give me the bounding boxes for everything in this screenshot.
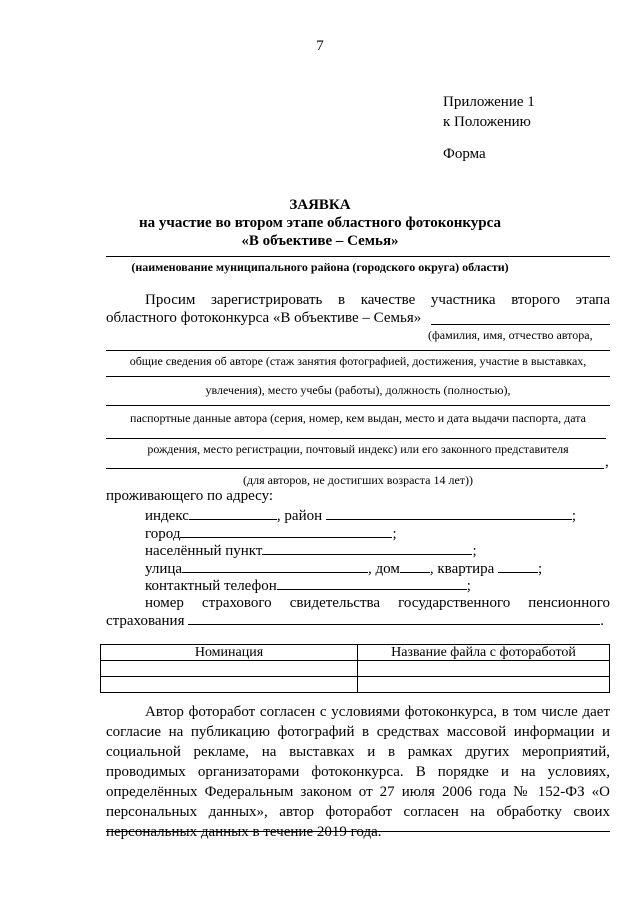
nomination-cell[interactable]	[101, 661, 358, 677]
index-label: индекс	[145, 508, 189, 524]
city-label: город	[145, 526, 181, 542]
consent-paragraph: Автор фоторабот согласен с условиями фотоконкурса, в том числе дает согласие на публикацию фотографий в средствах массовой информации и социальной рекламе, на выставках и в рамках других мероприятий, проводимых организаторами фотоконкурса. В порядке и на условиях, определённых Федеральным законом от 27 июля 2006 года № 152-ФЗ «О персональных данных», автор фоторабот согласен на обработку своих персональных данных в течение 2019 года.	[106, 704, 610, 840]
title-subtitle: на участие во втором этапе областного фотоконкурса	[139, 215, 501, 231]
file-name-cell[interactable]	[358, 677, 610, 693]
semicolon: ;	[466, 578, 471, 594]
author-info-line-1[interactable]	[106, 350, 610, 351]
appendix-reference: к Положению	[443, 114, 531, 130]
semicolon: ;	[392, 526, 397, 542]
apartment-field[interactable]	[498, 560, 538, 573]
semicolon: ;	[571, 508, 577, 524]
request-line-2: областного фотоконкурса «В объективе – Семья»	[106, 310, 422, 326]
hint-fio: (фамилия, имя, отчество автора,	[428, 328, 593, 342]
period: .	[600, 613, 604, 629]
hint-hobbies: увлечения), место учебы (работы), должность (полностью),	[205, 383, 511, 397]
semicolon: ;	[472, 543, 477, 559]
insurance-row	[106, 612, 604, 630]
appendix-label: Приложение 1	[443, 94, 535, 110]
nomination-cell[interactable]	[101, 677, 358, 693]
insurance-label: страхования	[106, 613, 185, 629]
title-contest-name: «В объективе – Семья»	[241, 233, 399, 249]
header-nomination: Номинация	[101, 645, 358, 661]
phone-label: контактный телефон	[145, 578, 277, 594]
file-name-cell[interactable]	[358, 661, 610, 677]
table-header-row	[101, 645, 610, 661]
street-field[interactable]	[182, 560, 368, 573]
district-label: , район	[276, 508, 323, 524]
index-field[interactable]	[189, 507, 277, 520]
living-address-label: проживающего по адресу:	[106, 488, 274, 504]
hint-minor: (для авторов, не достигших возраста 14 лет))	[242, 473, 474, 487]
address-row-index	[145, 507, 576, 525]
hint-passport: паспортные данные автора (серия, номер, кем выдан, место и дата выдачи паспорта, дата	[130, 411, 586, 425]
municipality-line[interactable]	[106, 256, 610, 257]
hint-general: общие сведения об авторе (стаж занятия фотографией, достижения, участие в выставках,	[129, 354, 587, 368]
table-row	[101, 661, 610, 677]
header-file-name: Название файла с фотоработой	[358, 645, 610, 661]
passport-line[interactable]	[106, 405, 610, 406]
insurance-line-1: номер страхового свидетельства государственного пенсионного	[145, 595, 610, 611]
settlement-field[interactable]	[262, 542, 472, 555]
fio-line[interactable]	[431, 324, 610, 325]
author-info-line-2[interactable]	[106, 376, 610, 377]
street-label: улица	[145, 561, 183, 577]
representative-line[interactable]	[106, 468, 604, 469]
page-number: 7	[316, 38, 324, 54]
signature-line[interactable]	[106, 831, 610, 832]
title-main: ЗАЯВКА	[289, 197, 351, 213]
nominations-table	[100, 644, 610, 693]
insurance-field[interactable]	[188, 612, 600, 625]
request-line-1: Просим зарегистрировать в качестве участника второго этапа	[145, 292, 610, 308]
address-row-settlement	[145, 542, 477, 560]
birth-line[interactable]	[106, 438, 606, 439]
representative-comma: ,	[605, 454, 609, 470]
district-field[interactable]	[326, 507, 572, 520]
house-field[interactable]	[400, 560, 430, 573]
phone-field[interactable]	[277, 577, 467, 590]
municipality-caption: (наименование муниципального района (городского округа) области)	[131, 260, 509, 274]
hint-birth: рождения, место регистрации, почтовый индекс) или его законного представителя	[147, 442, 569, 456]
form-label: Форма	[443, 146, 486, 162]
address-row-phone	[145, 577, 471, 595]
address-row-street	[145, 560, 542, 578]
address-row-city	[145, 525, 397, 543]
apartment-label: , квартира	[429, 561, 495, 577]
settlement-label: населённый пункт	[145, 543, 263, 559]
semicolon: ;	[538, 561, 543, 577]
table-row	[101, 677, 610, 693]
house-label: , дом	[368, 561, 400, 577]
city-field[interactable]	[180, 525, 392, 538]
